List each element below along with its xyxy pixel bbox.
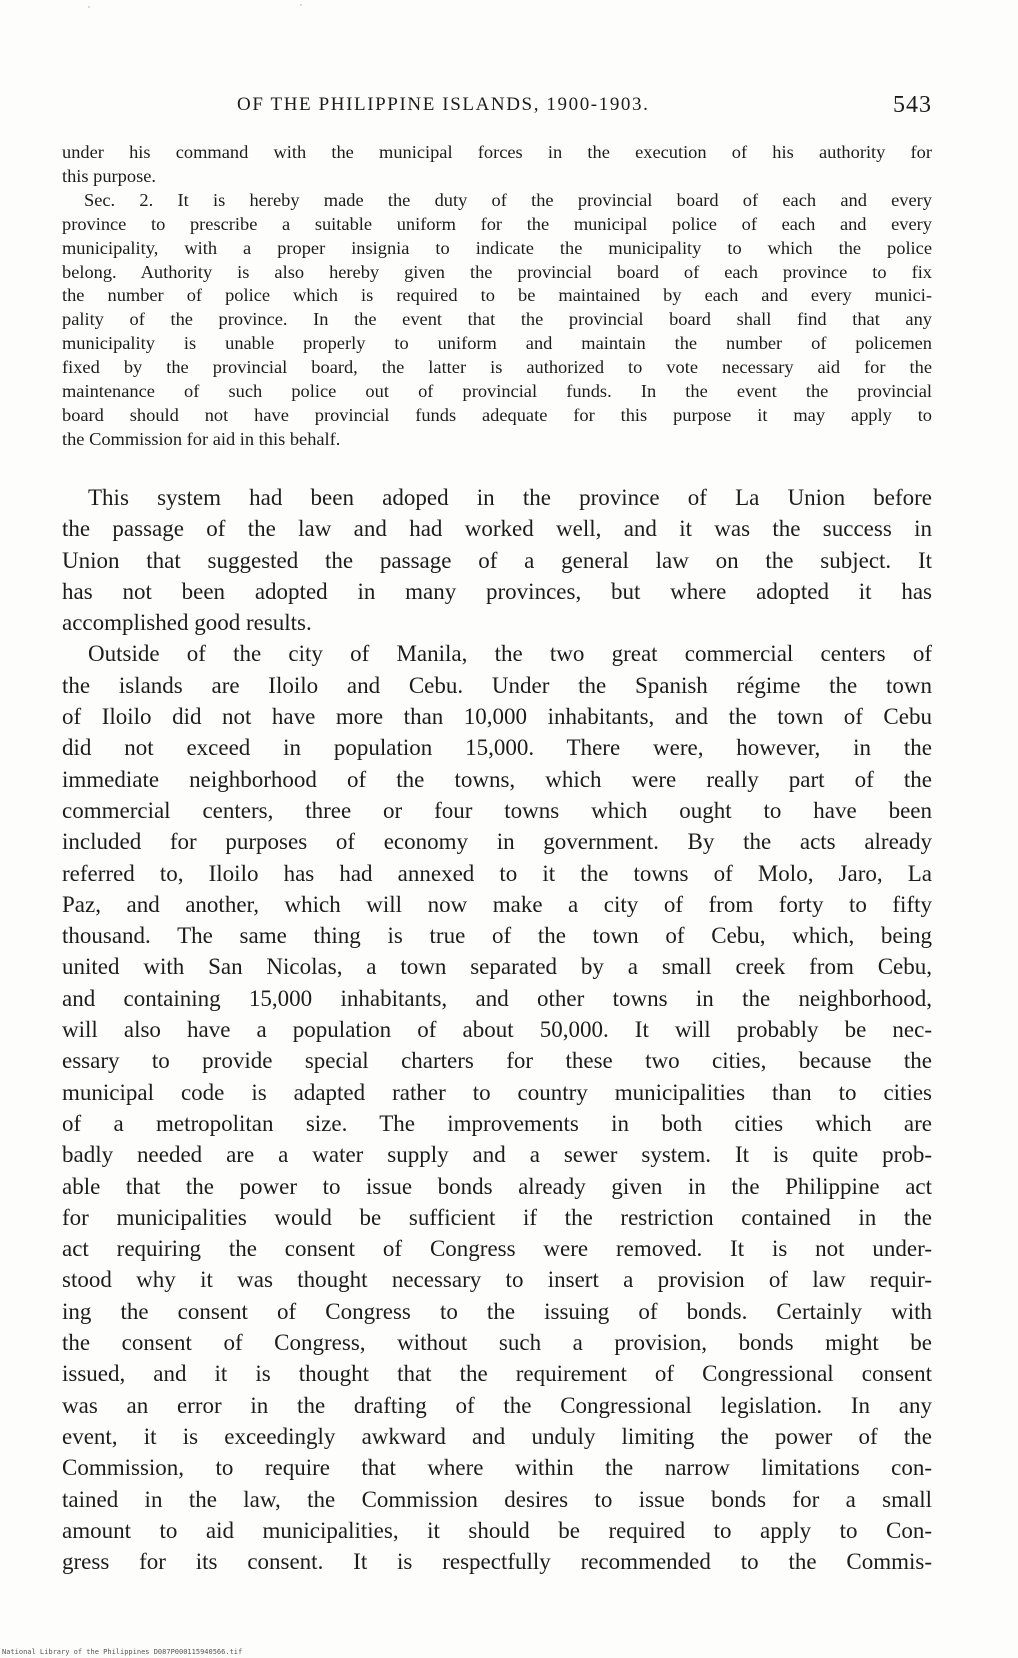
body-line: united with San Nicolas, a town separated by a small creek from Cebu,	[62, 954, 932, 980]
body-line: event, it is exceedingly awkward and unduly limiting the power of the	[62, 1423, 932, 1449]
body-line: referred to, Iloilo has had annexed to it the towns of Molo, Jaro, La	[62, 860, 932, 886]
body-line: the consent of Congress, without such a provision, bonds might be	[62, 1330, 932, 1356]
body-line: able that the power to issue bonds already given in the Philippine act	[62, 1173, 932, 1199]
body-line: the islands are Iloilo and Cebu. Under the Spanish régime the town	[62, 672, 932, 698]
scan-speck	[300, 4, 302, 6]
statute-extract	[62, 141, 932, 452]
body-line: Paz, and another, which will now make a city of from forty to fifty	[62, 891, 932, 917]
body-line: badly needed are a water supply and a sewer system. It is quite prob-	[62, 1142, 932, 1168]
extract-line: Sec. 2. It is hereby made the duty of the provincial board of each and every	[84, 189, 932, 210]
extract-line: this purpose.	[62, 165, 156, 186]
extract-line: province to prescribe a suitable uniform for the municipal police of each and every	[62, 213, 932, 234]
body-line: the passage of the law and had worked well, and it was the success in	[62, 516, 932, 542]
body-line: and containing 15,000 inhabitants, and other towns in the neighborhood,	[62, 985, 932, 1011]
body-line: included for purposes of economy in government. By the acts already	[62, 829, 932, 855]
extract-line: fixed by the provincial board, the latter is authorized to vote necessary aid for the	[62, 357, 932, 378]
body-line: of Iloilo did not have more than 10,000 inhabitants, and the town of Cebu	[62, 704, 932, 730]
body-line: will also have a population of about 50,000. It will probably be nec-	[62, 1017, 932, 1043]
body-line: amount to aid municipalities, it should be required to apply to Con-	[62, 1517, 932, 1543]
running-header	[62, 92, 932, 122]
body-line: has not been adopted in many provinces, but where adopted it has	[62, 578, 932, 604]
body-line: tained in the law, the Commission desires to issue bonds for a small	[62, 1486, 932, 1512]
extract-line: maintenance of such police out of provincial funds. In the event the provincial	[62, 381, 932, 402]
library-scan-stamp: National Library of the Philippines D087P000115940566.tif	[2, 1648, 243, 1656]
body-line: was an error in the drafting of the Congressional legislation. In any	[62, 1392, 932, 1418]
extract-line: under his command with the municipal forces in the execution of his authority for	[62, 142, 932, 162]
body-line: Union that suggested the passage of a general law on the subject. It	[62, 547, 932, 573]
extract-line: board should not have provincial funds adequate for this purpose it may apply to	[62, 404, 932, 425]
body-line: stood why it was thought necessary to insert a provision of law requir-	[62, 1267, 932, 1293]
extract-line: belong. Authority is also hereby given the provincial board of each province to fix	[62, 261, 932, 282]
scan-speck	[88, 6, 90, 8]
body-line: for municipalities would be sufficient if the restriction contained in the	[62, 1204, 932, 1230]
body-line: thousand. The same thing is true of the town of Cebu, which, being	[62, 923, 932, 949]
body-text	[62, 482, 932, 1577]
body-line: This system had been adoped in the province of La Union before	[88, 485, 932, 510]
extract-line: pality of the province. In the event that the provincial board shall find that any	[62, 309, 932, 330]
body-line: immediate neighborhood of the towns, which were really part of the	[62, 766, 932, 792]
page-number: 543	[893, 92, 932, 118]
extract-line: municipality is unable properly to uniform and maintain the number of policemen	[62, 333, 932, 354]
extract-line: the Commission for aid in this behalf.	[62, 428, 341, 449]
extract-line: municipality, with a proper insignia to indicate the municipality to which the police	[62, 237, 932, 258]
body-line: municipal code is adapted rather to country municipalities than to cities	[62, 1079, 932, 1105]
body-line: issued, and it is thought that the requirement of Congressional consent	[62, 1361, 932, 1387]
extract-line: the number of police which is required to be maintained by each and every munici-	[62, 285, 932, 306]
body-line: commercial centers, three or four towns which ought to have been	[62, 797, 932, 823]
body-line: accomplished good results.	[62, 610, 312, 636]
body-line: act requiring the consent of Congress were removed. It is not under-	[62, 1236, 932, 1262]
body-line: did not exceed in population 15,000. There were, however, in the	[62, 735, 932, 761]
body-line: of a metropolitan size. The improvements in both cities which are	[62, 1110, 932, 1136]
body-line: essary to provide special charters for these two cities, because the	[62, 1048, 932, 1074]
body-line: Commission, to require that where within the narrow limitations con-	[62, 1455, 932, 1481]
body-line: ing the consent of Congress to the issuing of bonds. Certainly with	[62, 1298, 932, 1324]
running-header-title: OF THE PHILIPPINE ISLANDS, 1900-1903.	[237, 94, 650, 115]
body-line: gress for its consent. It is respectfully recommended to the Commis-	[62, 1549, 932, 1575]
body-line: Outside of the city of Manila, the two great commercial centers of	[88, 641, 932, 667]
